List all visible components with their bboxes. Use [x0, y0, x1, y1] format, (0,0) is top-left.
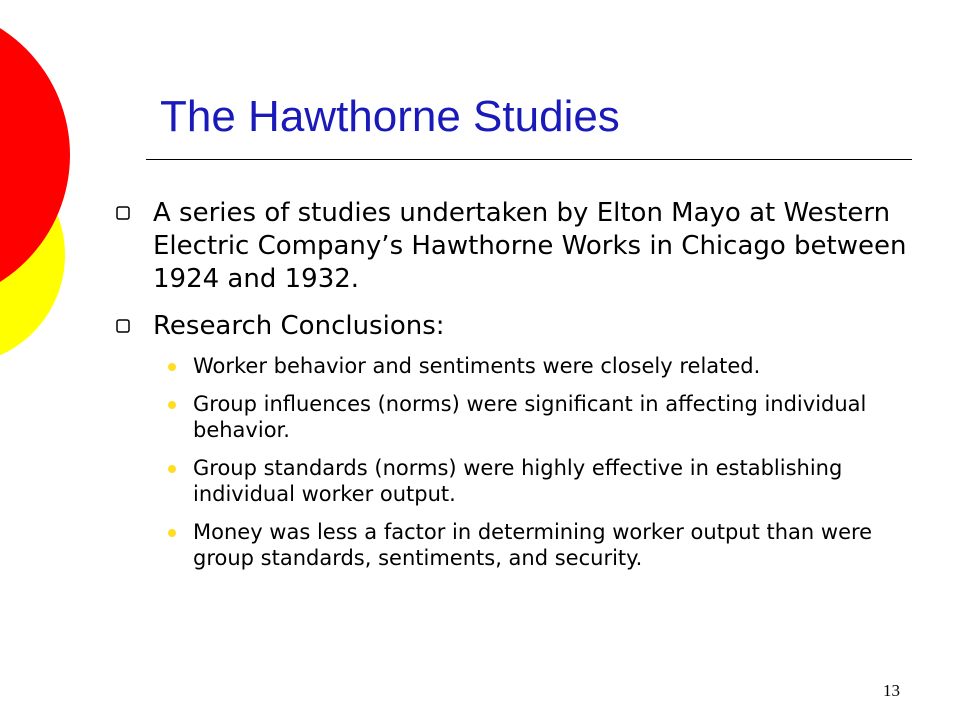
bullet-item [115, 310, 915, 343]
yellow-dot-bullet-icon [168, 465, 176, 473]
yellow-dot-bullet-icon [168, 401, 176, 409]
slide-content [115, 197, 915, 583]
sub-bullet-item [168, 519, 915, 571]
sub-bullet-item [168, 391, 915, 443]
sub-bullet-item [168, 353, 915, 379]
slide-title: The Hawthorne Studies [160, 92, 620, 141]
hollow-square-bullet-icon [115, 205, 131, 221]
sub-bullet-text: Worker behavior and sentiments were closely related. [193, 354, 761, 378]
hollow-square-bullet-icon [115, 318, 131, 334]
title-divider [146, 159, 912, 160]
bullet-item [115, 197, 915, 296]
sub-bullet-text: Group influences (norms) were significant in affecting individual behavior. [193, 392, 867, 442]
sub-bullet-text: Group standards (norms) were highly effective in establishing individual worker output. [193, 456, 843, 506]
bullet-text: Research Conclusions: [153, 311, 445, 341]
sub-bullet-text: Money was less a factor in determining worker output than were group standards, sentiments, and security. [193, 520, 873, 570]
sub-bullet-item [168, 455, 915, 507]
decorative-circles [0, 0, 120, 380]
bullet-text: A series of studies undertaken by Elton Mayo at Western Electric Company’s Hawthorne Works in Chicago between 1924 and 1932. [153, 198, 907, 294]
page-number: 13 [883, 681, 900, 700]
yellow-dot-bullet-icon [168, 529, 176, 537]
yellow-dot-bullet-icon [168, 363, 176, 371]
sub-bullet-list [115, 353, 915, 571]
